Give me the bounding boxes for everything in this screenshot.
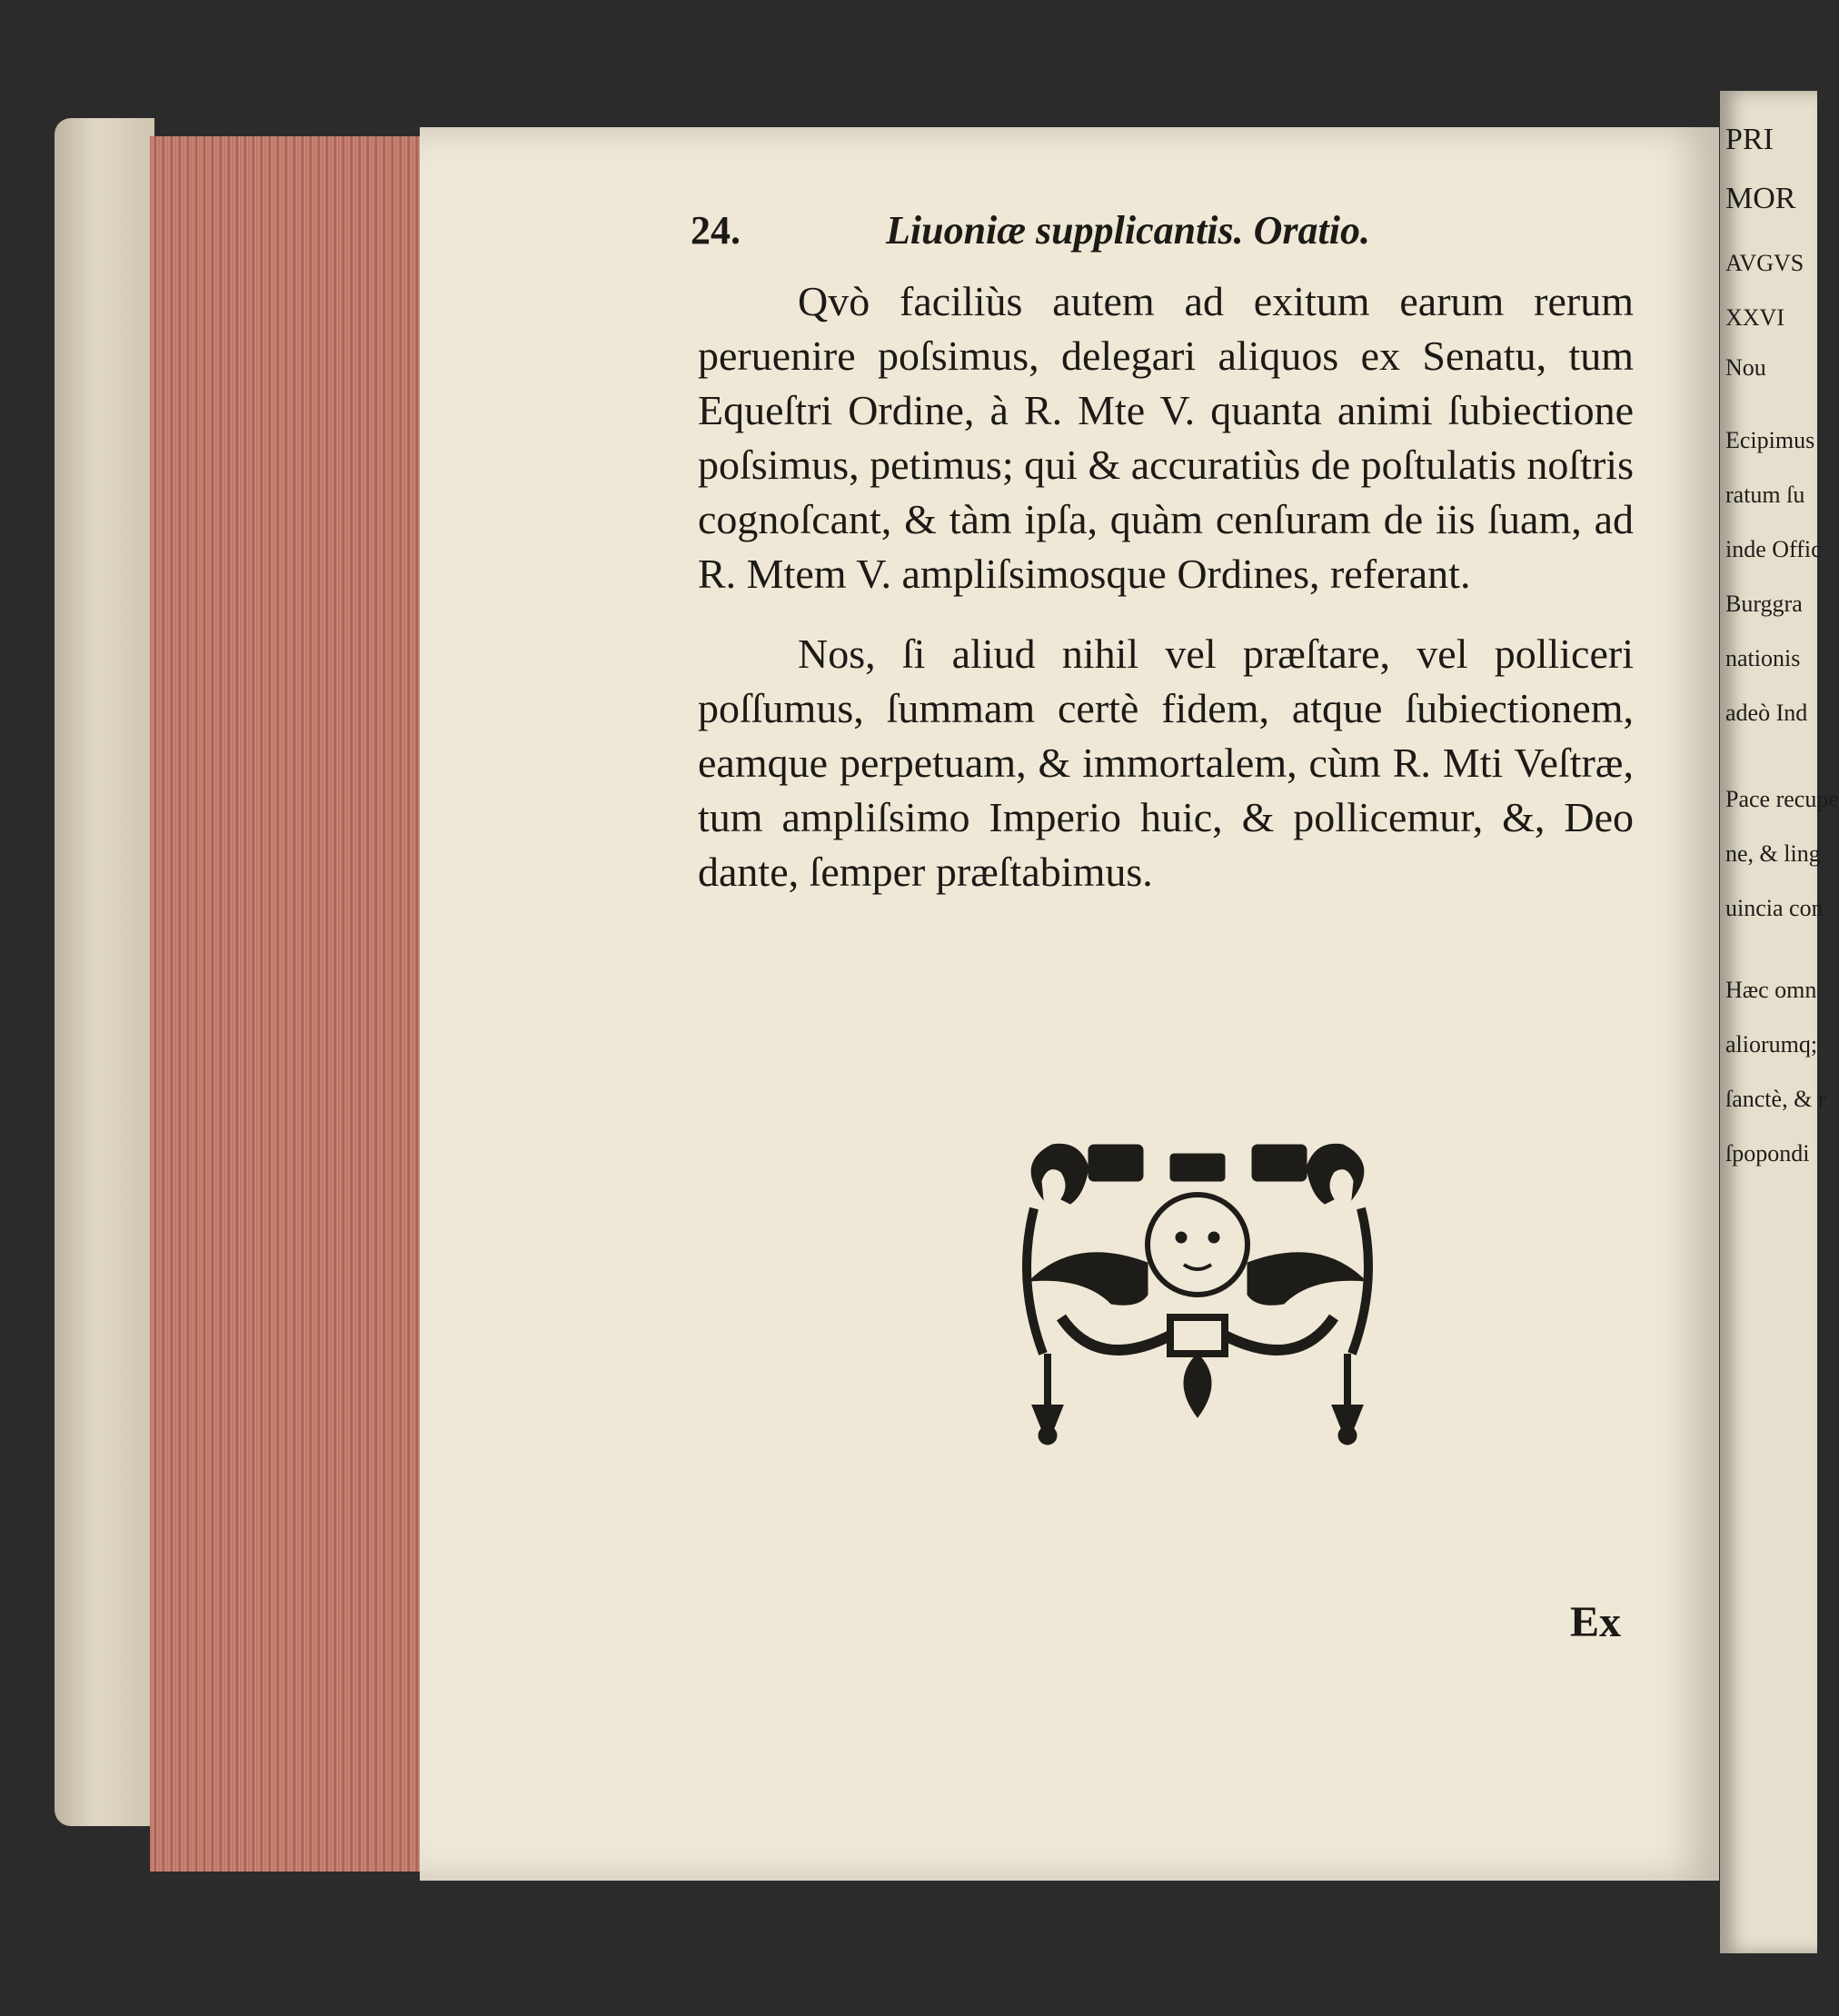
next-page-fragment: nationis	[1725, 645, 1801, 671]
next-page-fragment: XXVI	[1725, 304, 1784, 331]
next-page-fragment: ne, & ling	[1725, 840, 1821, 867]
next-page-edge	[1720, 91, 1839, 1953]
next-page-fragment: ſanctè, & r	[1725, 1086, 1826, 1112]
paragraph-1: Qvò faciliùs autem ad exitum earum rerum peruenire poſsimus, delegari aliquos ex Senatu, tum Equeſtri Ordine, à R. Mte V. quanta animi ſubiectione poſsimus, petimus; qui & accuratiùs de poſtulatis noſtris cognoſcant, & tàm ipſa, quàm cenſuram de iis ſuam, ad R. Mtem V. ampliſsimosque Ordines, referant.	[698, 278, 1634, 597]
paragraph-2: Nos, ſi aliud nihil vel præſtare, vel polliceri poſſumus, ſummam certè fidem, atque ſubiectionem, eamque perpetuam, & immortalem, cùm R. Mti Veſtræ, tum ampliſsimo Imperio huic, & pollicemur, &, Deo dante, ſemper præſtabimus.	[698, 631, 1634, 895]
next-page-fragment: uincia con	[1725, 895, 1824, 921]
next-page-fragment: aliorumq;	[1725, 1031, 1818, 1058]
catchword: Ex	[1570, 1598, 1622, 1646]
next-page-fragment: Nou	[1725, 354, 1766, 381]
running-header	[691, 207, 1635, 262]
next-page-fragment: MOR	[1725, 182, 1796, 215]
running-title: Liuoniæ supplicantis. Oratio.	[886, 208, 1371, 253]
next-page-fragment: Hæc omn	[1725, 977, 1817, 1003]
next-page-fragment: PRI	[1725, 123, 1774, 156]
next-page-fragment: inde Offic	[1725, 536, 1822, 562]
book-fore-edge	[150, 136, 426, 1872]
next-page-fragment: ratum ſu	[1725, 482, 1805, 508]
book-spine	[55, 118, 154, 1826]
body-text	[698, 274, 1634, 925]
cherub-eagle-headpiece-ornament-icon	[979, 1136, 1416, 1481]
next-page-fragment: ſpopondi	[1725, 1140, 1810, 1167]
page-number: 24.	[691, 208, 741, 253]
next-page-fragment: AVGVS	[1725, 250, 1804, 276]
next-page-fragment: Burggra	[1725, 591, 1803, 617]
next-page-fragment: Pace recupe	[1725, 786, 1839, 812]
next-page-fragment: Ecipimus	[1725, 427, 1815, 453]
next-page-fragment: adeò Ind	[1725, 700, 1808, 726]
